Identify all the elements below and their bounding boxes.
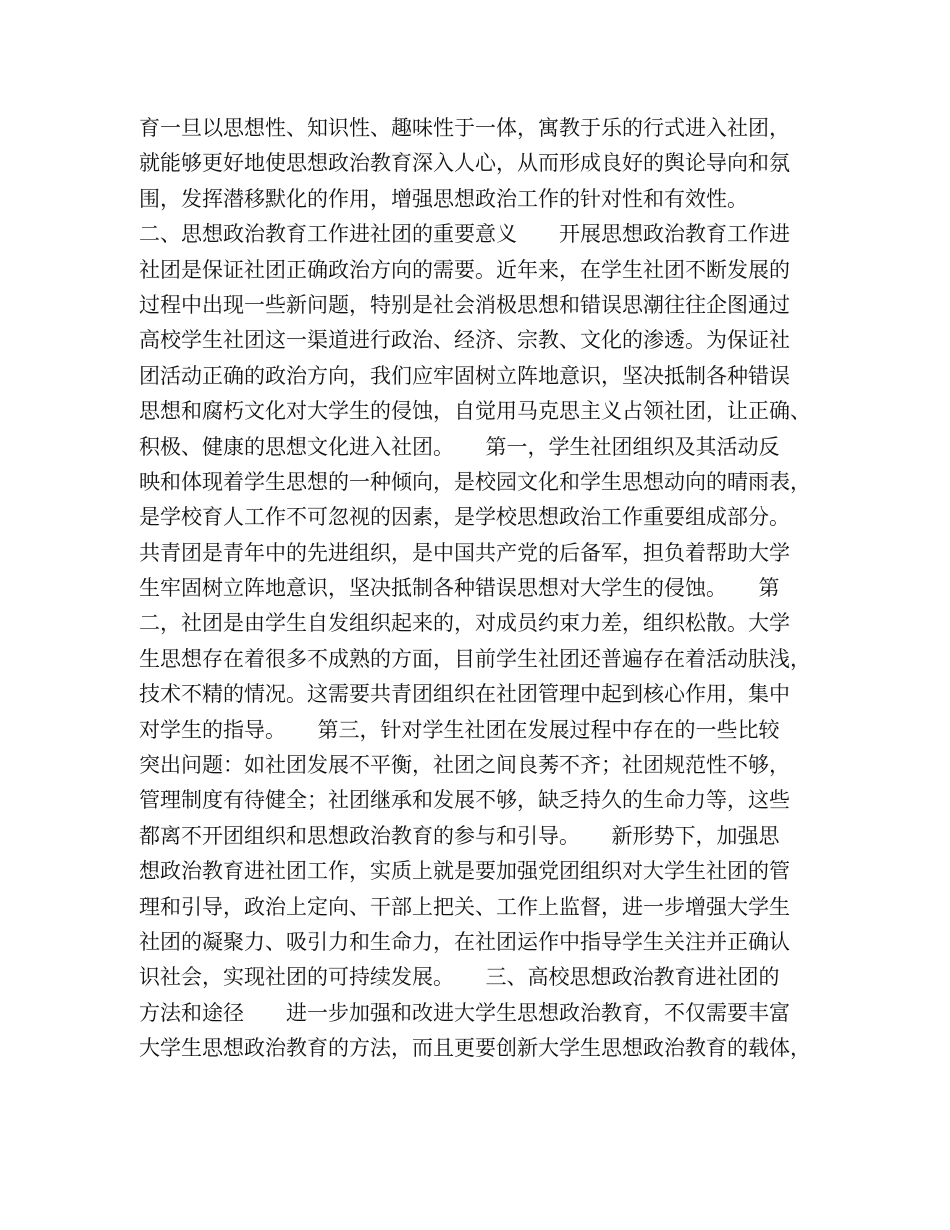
text-line-24: 社团的凝聚力、吸引力和生命力，在社团运作中指导学生关注并正确认 xyxy=(139,929,790,954)
text-line-5: 社团是保证社团正确政治方向的需要。近年来，在学生社团不断发展的 xyxy=(139,257,790,282)
text-line-25: 识社会，实现社团的可持续发展。 三、高校思想政治教育进社团的 xyxy=(139,965,780,990)
text-line-1: 育一旦以思想性、知识性、趣味性于一体，寓教于乐的行式进入社团， xyxy=(139,116,790,140)
text-line-17: 技术不精的情况。这需要共青团组织在社团管理中起到核心作用，集中 xyxy=(139,682,790,707)
text-line-18: 对学生的指导。 第三，针对学生社团在发展过程中存在的一些比较 xyxy=(139,717,780,742)
text-line-15: 二，社团是由学生自发组织起来的，对成员约束力差，组织松散。大学 xyxy=(139,611,790,636)
text-line-12: 是学校育人工作不可忽视的因素，是学校思想政治工作重要组成部分。 xyxy=(139,505,790,530)
text-line-4: 二、思想政治教育工作进社团的重要意义 开展思想政治教育工作进 xyxy=(139,222,790,247)
text-line-20: 管理制度有待健全；社团继承和发展不够，缺乏持久的生命力等，这些 xyxy=(139,788,790,813)
text-line-7: 高校学生社团这一渠道进行政治、经济、宗教、文化的渗透。为保证社 xyxy=(139,328,790,353)
text-line-13: 共青团是青年中的先进组织，是中国共产党的后备军，担负着帮助大学 xyxy=(139,540,790,565)
text-line-14: 生牢固树立阵地意识，坚决抵制各种错误思想对大学生的侵蚀。 第 xyxy=(139,576,780,601)
body-text xyxy=(139,111,829,1067)
text-line-23: 理和引导，政治上定向、干部上把关、工作上监督，进一步增强大学生 xyxy=(139,894,790,919)
text-line-9: 思想和腐朽文化对大学生的侵蚀，自觉用马克思主义占领社团，让正确、 xyxy=(139,399,811,424)
text-line-22: 想政治教育进社团工作，实质上就是要加强党团组织对大学生社团的管 xyxy=(139,859,790,884)
text-line-26: 方法和途径 进一步加强和改进大学生思想政治教育，不仅需要丰富 xyxy=(139,1000,790,1025)
text-line-3: 围，发挥潜移默化的作用，增强思想政治工作的针对性和有效性。 xyxy=(139,186,748,211)
text-line-21: 都离不开团组织和思想政治教育的参与和引导。 新形势下，加强思 xyxy=(139,823,780,848)
text-line-19: 突出问题：如社团发展不平衡，社团之间良莠不齐；社团规范性不够， xyxy=(139,753,790,778)
text-line-8: 团活动正确的政治方向，我们应牢固树立阵地意识，坚决抵制各种错误 xyxy=(139,363,790,388)
text-line-16: 生思想存在着很多不成熟的方面，目前学生社团还普遍存在着活动肤浅， xyxy=(139,646,811,671)
text-line-6: 过程中出现一些新问题，特别是社会消极思想和错误思潮往往企图通过 xyxy=(139,292,790,317)
text-line-27: 大学生思想政治教育的方法，而且更要创新大学生思想政治教育的载体， xyxy=(139,1036,811,1061)
text-line-2: 就能够更好地使思想政治教育深入人心，从而形成良好的舆论导向和氛 xyxy=(139,151,790,176)
text-line-11: 映和体现着学生思想的一种倾向，是校园文化和学生思想动向的晴雨表， xyxy=(139,469,811,494)
text-line-10: 积极、健康的思想文化进入社团。 第一，学生社团组织及其活动反 xyxy=(139,434,780,459)
